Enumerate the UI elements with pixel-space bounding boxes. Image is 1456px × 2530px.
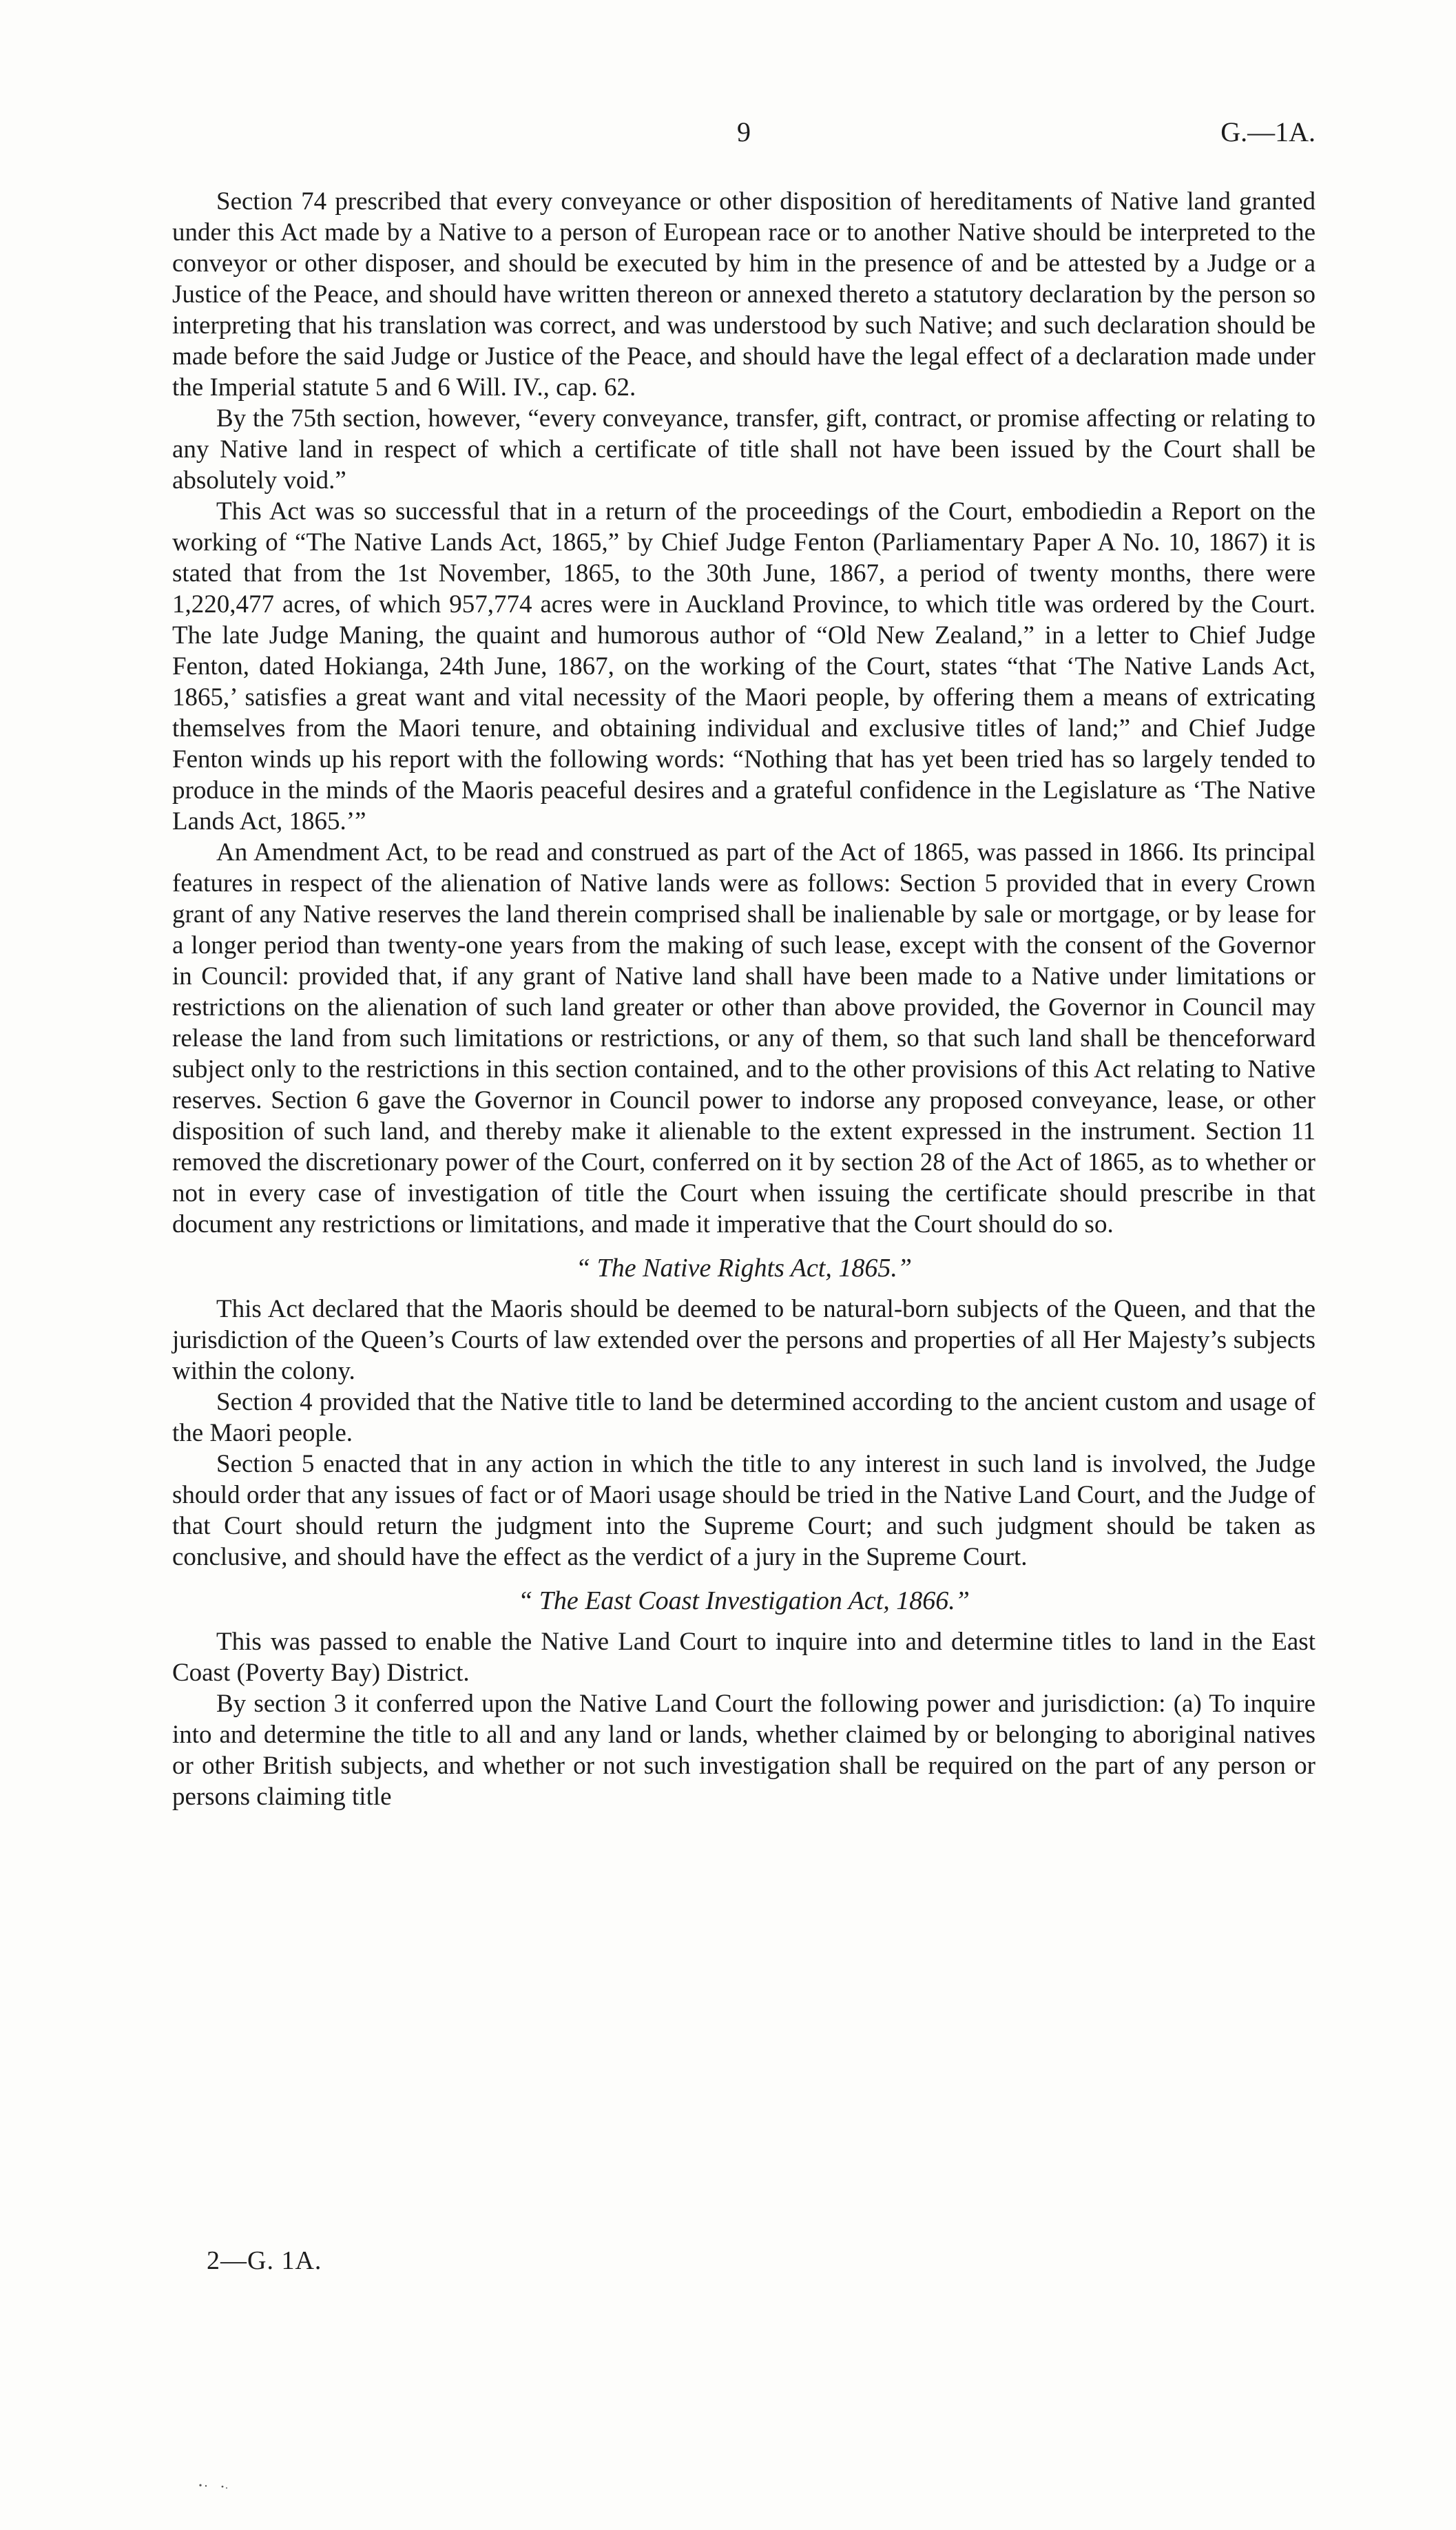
section-heading-native-rights-act: “ The Native Rights Act, 1865.” xyxy=(575,1254,913,1283)
paragraph: This was passed to enable the Native Land Court to inquire into and determine titles to land in the East Coast (Poverty Bay) District. xyxy=(172,1628,1315,1687)
paragraph: Section 74 prescribed that every conveyance or other disposition of hereditaments of Native land granted under this Act made by a Native to a person of European race or to another Native should be interpreted to the conveyor or other disposer, and should be executed by him in the presence of and be attested by a Judge or a Justice of the Peace, and should have written thereon or annexed thereto a statutory declaration by the person so interpreting that his translation was correct, and was understood by such Native; and such declaration should be made before the said Judge or Justice of the Peace, and should have the legal effect of a declaration made under the Imperial statute 5 and 6 Will. IV., cap. 62. xyxy=(172,187,1315,402)
print-specks-decoration xyxy=(196,2480,238,2493)
paragraph: By the 75th section, however, “every conveyance, transfer, gift, contract, or promise affecting or relating to any Native land in respect of which a certificate of title shall not have been issued by the Court shall be absolutely void.” xyxy=(172,404,1315,495)
page-code: G.—1A. xyxy=(1220,116,1315,147)
paragraph: An Amendment Act, to be read and construed as part of the Act of 1865, was passed in 1866. Its principal features in respect of the alienation of Native lands were as follows: Section 5 provided that in every Crown grant of any Native reserves the land therein comprised shall be inalienable by sale or mortgage, or by lease for a longer period than twenty-one years from the making of such lease, except with the consent of the Governor in Council: provided that, if any grant of Native land shall have been made to a Native under limitations or restrictions on the alienation of such land greater or other than above provided, the Governor in Council may release the land from such limitations or restrictions, or any of them, so that such land shall be thenceforward subject only to the restrictions in this section contained, and to the other provisions of this Act relating to Native reserves. Section 6 gave the Governor in Council power to indorse any proposed conveyance, lease, or other disposition of such land, and thereby make it alienable to the extent expressed in the instrument. Section 11 removed the discretionary power of the Court, conferred on it by section 28 of the Act of 1865, as to whether or not in every case of investigation of title the Court when issuing the certificate should prescribe in that document any restrictions or limitations, and made it imperative that the Court should do so. xyxy=(172,838,1315,1238)
body-text xyxy=(172,186,1315,1812)
page-header xyxy=(172,116,1315,157)
paragraph: By section 3 it conferred upon the Native Land Court the following power and jurisdiction: (a) To inquire into and determine the title to all and any land or lands, whether claimed by or belonging to aboriginal natives or other British subjects, and whether or not such investigation shall be required on the part of any person or persons claiming title xyxy=(172,1690,1315,1811)
section-heading-east-coast-act: “ The East Coast Investigation Act, 1866.” xyxy=(518,1586,970,1615)
signature-mark: 2—G. 1A. xyxy=(207,2246,322,2275)
paragraph: This Act declared that the Maoris should be deemed to be natural-born subjects of the Queen, and that the jurisdiction of the Queen’s Courts of law extended over the persons and properties of all Her Majesty’s subjects within the colony. xyxy=(172,1295,1315,1385)
paragraph: Section 4 provided that the Native title to land be determined according to the ancient custom and usage of the Maori people. xyxy=(172,1388,1315,1447)
paragraph: This Act was so successful that in a return of the proceedings of the Court, embodiedin a Report on the working of “The Native Lands Act, 1865,” by Chief Judge Fenton (Parliamentary Paper A No. 10, 1867) it is stated that from the 1st November, 1865, to the 30th June, 1867, a period of twenty months, there were 1,220,477 acres, of which 957,774 acres were in Auckland Province, to which title was ordered by the Court. The late Judge Maning, the quaint and humorous author of “Old New Zealand,” in a letter to Chief Judge Fenton, dated Hokianga, 24th June, 1867, on the working of the Court, states “that ‘The Native Lands Act, 1865,’ satisfies a great want and vital necessity of the Maori people, by offering them a means of extricating themselves from the Maori tenure, and obtaining individual and exclusive titles of land;” and Chief Judge Fenton winds up his report with the following words: “Nothing that has yet been tried has so largely tended to produce in the minds of the Maoris peaceful desires and a grateful confidence in the Legislature as ‘The Native Lands Act, 1865.’” xyxy=(172,497,1315,836)
paragraph: Section 5 enacted that in any action in which the title to any interest in such land is involved, the Judge should order that any issues of fact or of Maori usage should be tried in the Native Land Court, and the Judge of that Court should return the judgment into the Supreme Court; and such judgment should be taken as conclusive, and should have the effect as the verdict of a jury in the Supreme Court. xyxy=(172,1450,1315,1571)
page-number: 9 xyxy=(737,116,751,147)
